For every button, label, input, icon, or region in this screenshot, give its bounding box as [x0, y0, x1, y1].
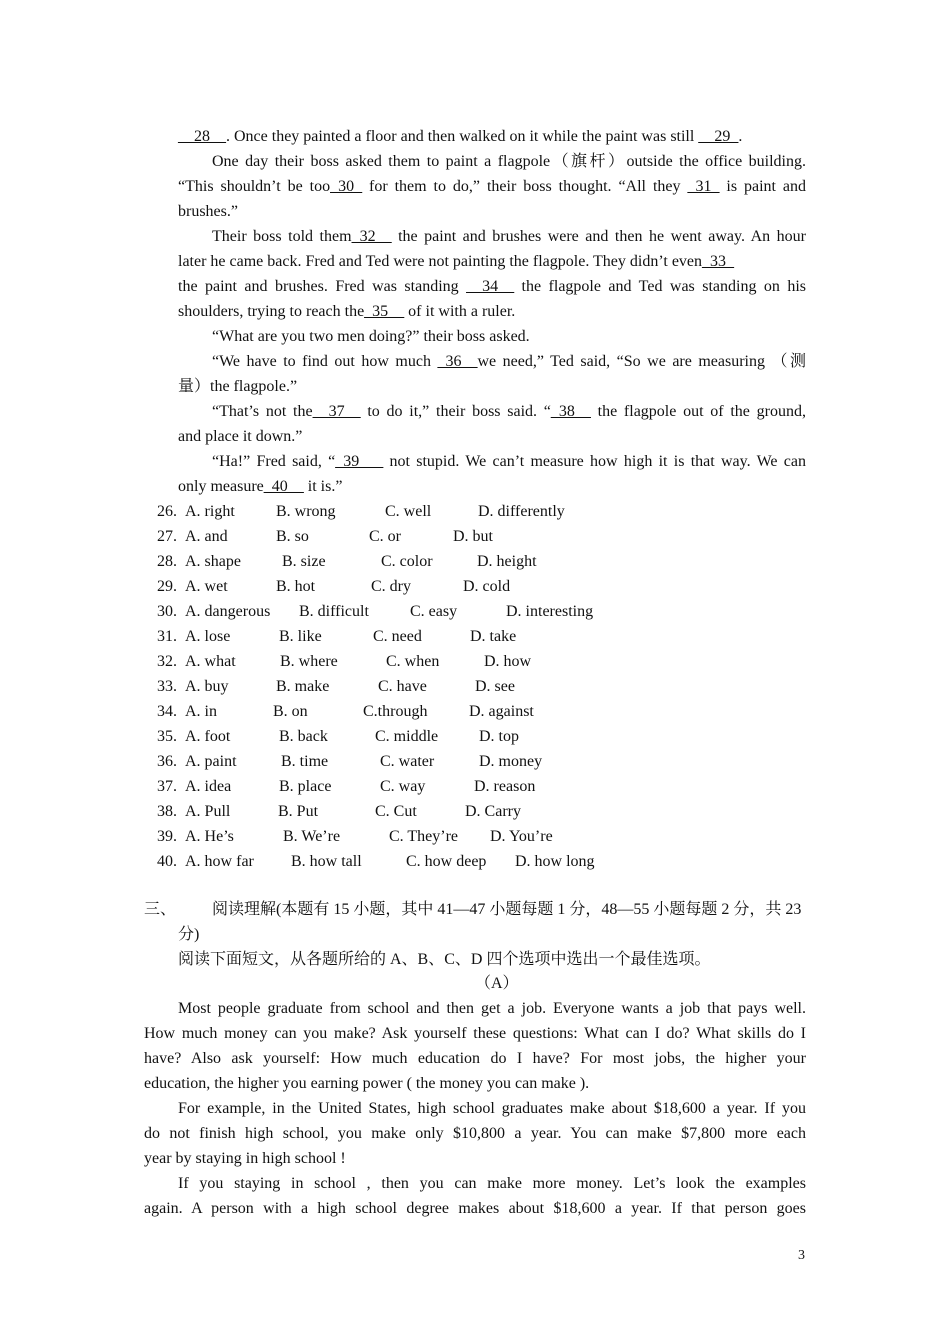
option-c: C. easy — [410, 603, 458, 620]
blank-37: __37__ — [312, 403, 361, 420]
question-number: 28. — [157, 553, 177, 570]
blank-36: _36__ — [437, 353, 478, 370]
option-b: B. time — [281, 753, 329, 770]
question-number: 38. — [157, 803, 177, 820]
option-a: A. how far — [185, 853, 254, 870]
passage-line: “What are you two men doing?” their boss asked. — [212, 328, 530, 345]
option-c: C. color — [381, 553, 433, 570]
option-c: C. water — [380, 753, 435, 770]
blank-28: __28__ — [178, 128, 226, 145]
blank-39: _39___ — [335, 453, 384, 470]
option-d: D. top — [479, 728, 519, 745]
section-heading-cont: 分) — [178, 926, 200, 943]
option-b: B. Put — [278, 803, 319, 820]
passage-line: brushes.” — [178, 203, 238, 220]
option-b: B. where — [280, 653, 338, 670]
option-a: A. shape — [185, 553, 241, 570]
passage-line: Their boss told them_32__ the paint and brushes were and then he went away. An hour — [212, 228, 807, 245]
option-d: D. cold — [463, 578, 511, 595]
question-number: 34. — [157, 703, 177, 720]
page-number: 3 — [798, 1248, 805, 1263]
passage-a-line: If you staying in school , then you can make more money. Let’s look the examples — [178, 1175, 806, 1192]
passage-line: “This shouldn’t be too_30_ for them to do,” their boss thought. “All they _31_ is paint and — [178, 178, 807, 195]
option-a: A. wet — [185, 578, 228, 595]
option-a: A. foot — [185, 728, 231, 745]
option-a: A. Pull — [185, 803, 231, 820]
passage-a-line: education, the higher you earning power ( the money you can make ). — [144, 1075, 590, 1092]
question-number: 40. — [157, 853, 177, 870]
option-d: D. differently — [478, 503, 565, 520]
passage-a-line: have? Also ask yourself: How much education do I have? For most jobs, the higher your — [144, 1050, 806, 1067]
option-d: D. Carry — [465, 803, 521, 820]
blank-30: _30_ — [330, 178, 363, 195]
question-number: 31. — [157, 628, 177, 645]
passage-a-line: For example, in the United States, high school graduates make about $18,600 a year. If you — [178, 1100, 806, 1117]
option-b: B. hot — [276, 578, 316, 595]
option-c: C. dry — [371, 578, 411, 595]
blank-29: __29_ — [698, 128, 739, 145]
option-c: C. They’re — [389, 828, 459, 845]
option-b: B. like — [279, 628, 322, 645]
question-number: 33. — [157, 678, 177, 695]
option-a: A. paint — [185, 753, 237, 770]
passage-line: 量）the flagpole.” — [178, 378, 298, 395]
option-d: D. see — [475, 678, 515, 695]
option-b: B. difficult — [299, 603, 369, 620]
option-d: D. how long — [515, 853, 595, 870]
question-number: 29. — [157, 578, 177, 595]
option-d: D. take — [470, 628, 517, 645]
question-number: 32. — [157, 653, 177, 670]
question-number: 39. — [157, 828, 177, 845]
option-b: B. wrong — [276, 503, 336, 520]
blank-31: _31_ — [687, 178, 720, 195]
section-instruction: 阅读下面短文，从各题所给的 A、B、C、D 四个选项中选出一个最佳选项。 — [178, 951, 711, 968]
passage-line: the paint and brushes. Fred was standing __34__ the flagpole and Ted was standing on his — [178, 278, 807, 295]
option-b: B. We’re — [283, 828, 341, 845]
option-a: A. lose — [185, 628, 231, 645]
option-d: D. height — [477, 553, 537, 570]
option-c: C. way — [380, 778, 426, 795]
option-d: D. interesting — [506, 603, 594, 620]
passage-a-line: do not finish high school, you make only $10,800 a year. You can make $7,800 more each — [144, 1125, 806, 1142]
option-d: D. money — [479, 753, 543, 770]
passage-line: only measure_40__ it is.” — [178, 478, 343, 495]
question-number: 35. — [157, 728, 177, 745]
option-c: C. when — [386, 653, 440, 670]
option-c: C.through — [363, 703, 428, 720]
option-d: D. against — [469, 703, 534, 720]
passage-label: （A） — [475, 975, 519, 992]
option-b: B. how tall — [291, 853, 362, 870]
passage-a-line: How much money can you make? Ask yourself these questions: What can I do? What skills do I — [144, 1025, 806, 1042]
passage-line: shoulders, trying to reach the_35__ of it with a ruler. — [178, 303, 516, 320]
option-c: C. have — [378, 678, 427, 695]
option-a: A. what — [185, 653, 236, 670]
option-b: B. on — [273, 703, 308, 720]
option-d: D. reason — [474, 778, 536, 795]
blank-35: _35__ — [364, 303, 405, 320]
option-d: D. but — [453, 528, 493, 545]
passage-a-line: Most people graduate from school and then get a job. Everyone wants a job that pays well. — [178, 1000, 806, 1017]
option-d: D. You’re — [490, 828, 553, 845]
passage-line: “That’s not the__37__ to do it,” their boss said. “_38__ the flagpole out of the ground, — [212, 403, 806, 420]
option-b: B. place — [279, 778, 332, 795]
passage-line: “Ha!” Fred said, “_39___ not stupid. We can’t measure how high it is that way. We can — [212, 453, 806, 470]
option-c: C. or — [369, 528, 401, 545]
option-b: B. so — [276, 528, 309, 545]
option-b: B. size — [282, 553, 326, 570]
passage-line: “We have to find out how much _36__we need,” Ted said, “So we are measuring （测 — [212, 353, 806, 370]
passage-line: __28__. Once they painted a floor and then walked on it while the paint was still __29_. — [178, 128, 743, 145]
section-number: 三、 — [144, 901, 177, 918]
question-number: 36. — [157, 753, 177, 770]
option-c: C. middle — [375, 728, 439, 745]
passage-line: One day their boss asked them to paint a flagpole（旗杆）outside the office building. — [212, 153, 806, 170]
option-a: A. dangerous — [185, 603, 271, 620]
question-number: 27. — [157, 528, 177, 545]
blank-38: _38__ — [550, 403, 591, 420]
question-number: 26. — [157, 503, 177, 520]
section-heading: 阅读理解(本题有 15 小题，其中 41—47 小题每题 1 分，48—55 小题每题 2 分，共 23 — [212, 901, 802, 918]
option-a: A. and — [185, 528, 228, 545]
passage-line: and place it down.” — [178, 428, 303, 445]
option-c: C. Cut — [375, 803, 417, 820]
option-c: C. well — [385, 503, 432, 520]
option-b: B. make — [276, 678, 330, 695]
blank-40: _40__ — [263, 478, 304, 495]
option-a: A. in — [185, 703, 217, 720]
blank-33: _33_ — [702, 253, 735, 270]
option-c: C. how deep — [406, 853, 487, 870]
question-number: 37. — [157, 778, 177, 795]
passage-a-line: year by staying in high school ! — [144, 1150, 346, 1167]
option-b: B. back — [279, 728, 328, 745]
option-a: A. buy — [185, 678, 229, 695]
option-d: D. how — [484, 653, 532, 670]
option-a: A. right — [185, 503, 235, 520]
blank-32: _32__ — [351, 228, 392, 245]
passage-line: later he came back. Fred and Ted were not painting the flagpole. They didn’t even_33_ — [178, 253, 735, 270]
option-c: C. need — [373, 628, 422, 645]
blank-34: __34__ — [466, 278, 515, 295]
question-number: 30. — [157, 603, 177, 620]
option-a: A. idea — [185, 778, 232, 795]
passage-a-line: again. A person with a high school degree makes about $18,600 a year. If that person goes — [144, 1200, 806, 1217]
option-a: A. He’s — [185, 828, 234, 845]
